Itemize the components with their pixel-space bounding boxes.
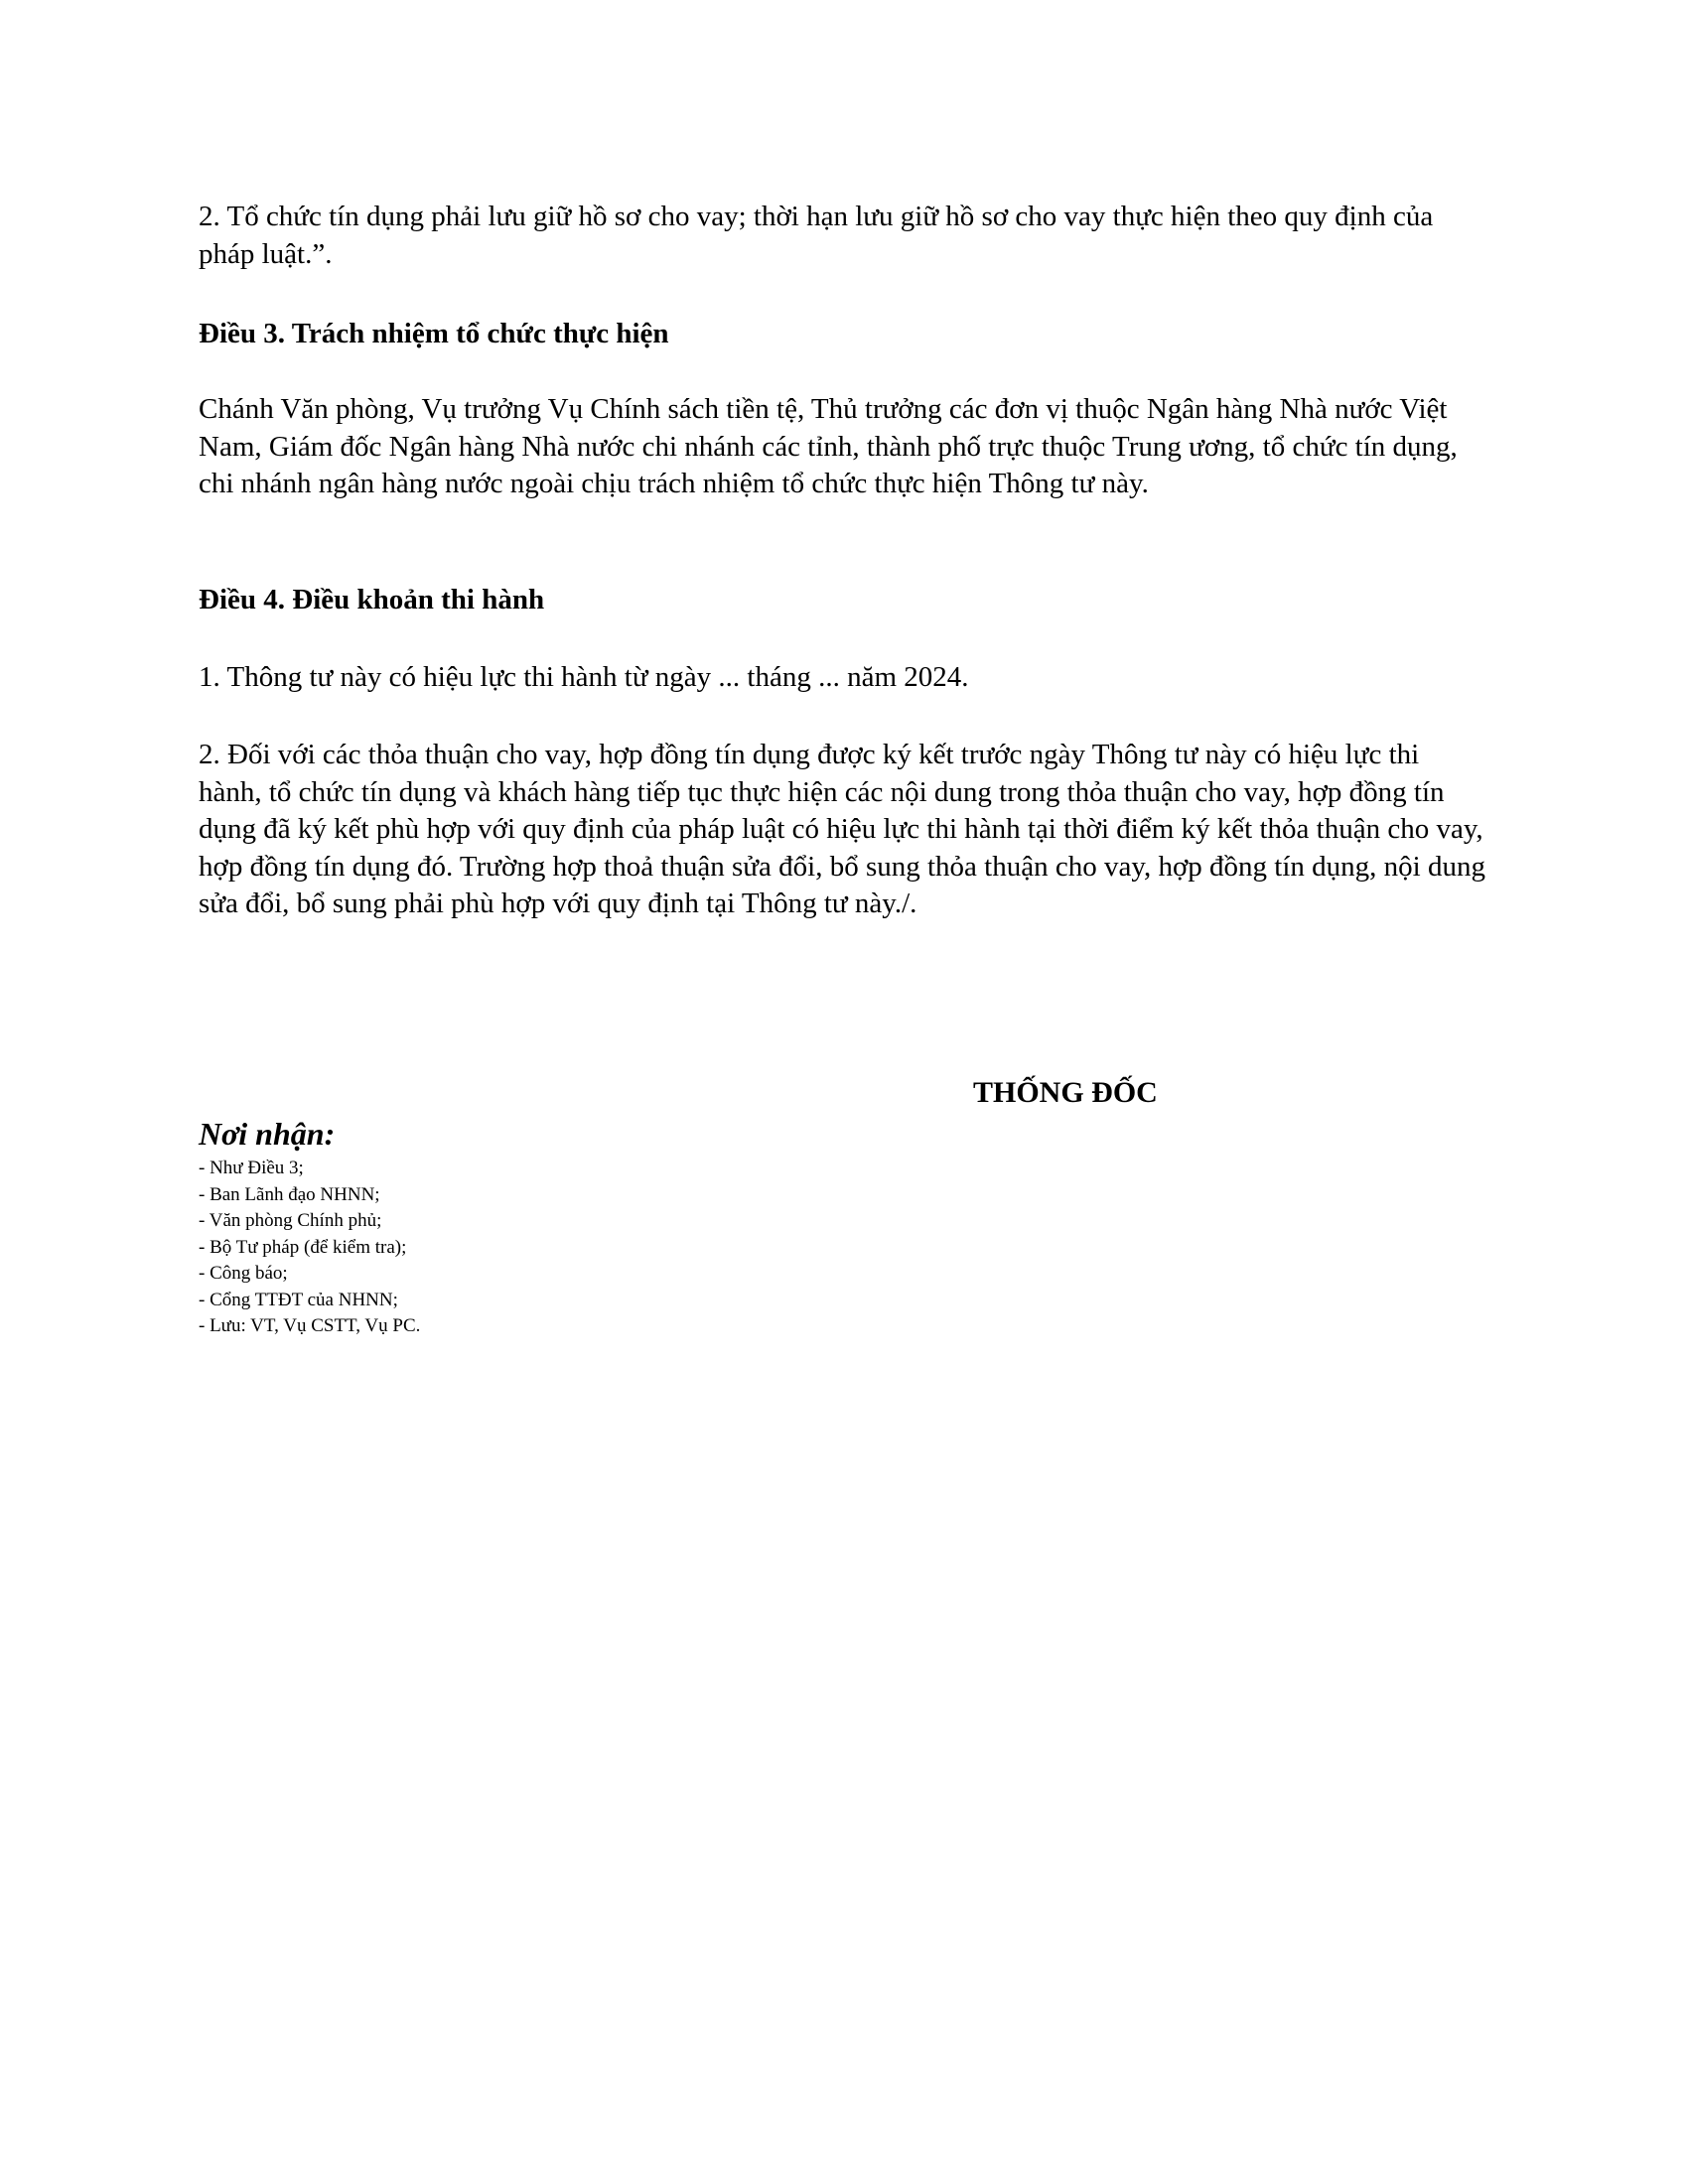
article-2-clause-2: 2. Tổ chức tín dụng phải lưu giữ hồ sơ cho vay; thời hạn lưu giữ hồ sơ cho vay thực hiện theo quy định của pháp luật.”.	[199, 201, 1434, 270]
recipient-item: - Công báo;	[199, 1263, 288, 1284]
recipient-item: - Bộ Tư pháp (để kiểm tra);	[199, 1236, 407, 1258]
recipient-item: - Cổng TTĐT của NHNN;	[199, 1289, 398, 1310]
recipient-item: - Văn phòng Chính phủ;	[199, 1210, 382, 1231]
recipient-item: - Ban Lãnh đạo NHNN;	[199, 1183, 380, 1205]
article-4-clause-1: 1. Thông tư này có hiệu lực thi hành từ ngày ... tháng ... năm 2024.	[199, 661, 969, 693]
recipients-heading: Nơi nhận:	[199, 1116, 336, 1152]
recipients-list	[199, 1156, 420, 1340]
article-4-heading: Điều 4. Điều khoản thi hành	[199, 584, 545, 615]
article-3-heading: Điều 3. Trách nhiệm tổ chức thực hiện	[199, 318, 669, 349]
recipient-item: - Như Điều 3;	[199, 1158, 304, 1178]
article-3-body: Chánh Văn phòng, Vụ trưởng Vụ Chính sách tiền tệ, Thủ trưởng các đơn vị thuộc Ngân hàng Nhà nước Việt Nam, Giám đốc Ngân hàng Nhà nước chi nhánh các tỉnh, thành phố trực thuộc Trung ương, tổ chức tín dụng, chi nhánh ngân hàng nước ngoài chịu trách nhiệm tổ chức thực hiện Thông tư này.	[199, 393, 1458, 499]
recipient-item: - Lưu: VT, Vụ CSTT, Vụ PC.	[199, 1315, 421, 1336]
article-4-clause-2: 2. Đối với các thỏa thuận cho vay, hợp đồng tín dụng được ký kết trước ngày Thông tư này có hiệu lực thi hành, tổ chức tín dụng và khách hàng tiếp tục thực hiện các nội dung trong thỏa thuận cho vay, hợp đồng tín dụng đã ký kết phù hợp với quy định của pháp luật có hiệu lực thi hành tại thời điểm ký kết thỏa thuận cho vay, hợp đồng tín dụng đó. Trường hợp thoả thuận sửa đổi, bổ sung thỏa thuận cho vay, hợp đồng tín dụng, nội dung sửa đổi, bổ sung phải phù hợp với quy định tại Thông tư này./.	[199, 739, 1485, 919]
signer-title: THỐNG ĐỐC	[973, 1076, 1158, 1109]
